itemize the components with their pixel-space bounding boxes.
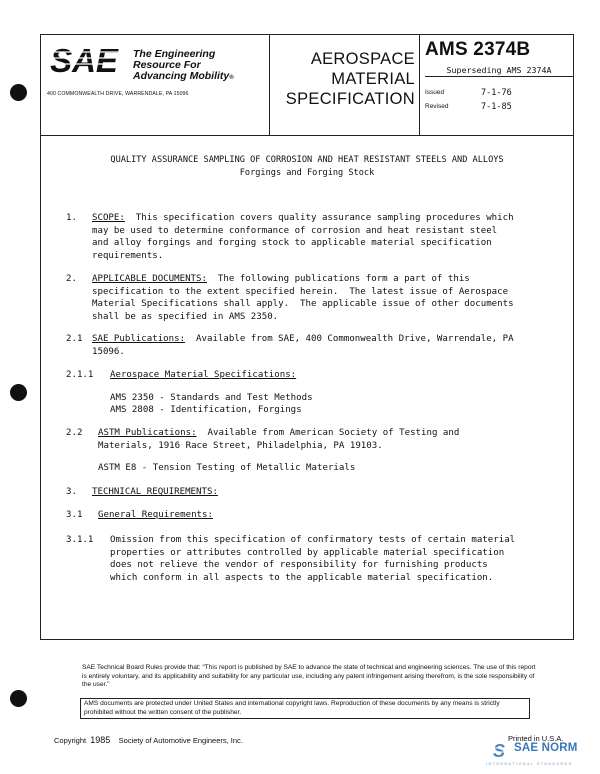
tagline-line: The Engineering [133,48,216,60]
copyright-protection-notice: AMS documents are protected under United States and international copyright laws. Reproduction of these documents by any means is strictly prohibited without the written consent of the publisher. [80,698,530,719]
section-number: 3.1 [66,510,83,520]
list-item: AMS 2350 - Standards and Test Methods [110,393,313,403]
spec-type-title [273,49,415,109]
section-scope [92,212,514,262]
title-line: QUALITY ASSURANCE SAMPLING OF CORROSION AND HEAT RESISTANT STEELS AND ALLOYS [110,155,504,165]
section-astm-publications [98,427,459,452]
spec-title-line: MATERIAL [331,70,415,88]
printed-in: Printed in U.S.A. [508,734,564,743]
copyright-line [54,735,243,745]
section-text: Omission from this specification of confirmatory tests of certain material properties or attributes controlled by applicable material specification does not relieve the vendor of responsibility for furnishing products which conform in all aspects to the applicable material specification. [110,535,516,583]
sae-address: 400 COMMONWEALTH DRIVE, WARRENDALE, PA 15096 [47,91,189,97]
issued-label: Issued [425,89,445,96]
spec-header [40,34,574,136]
punch-hole-bottom [10,690,27,707]
section-number: 3. [66,487,77,497]
svg-text:SAE: SAE [50,42,118,79]
subtitle-line: Forgings and Forging Stock [239,168,375,178]
section-text: This specification covers quality assurance sampling procedures which may be used to determine conformance of corrosion and heat resistant steel and alloy forgings and forging stock to applicable material specification requirements. [92,213,514,261]
section-heading: ASTM Publications: [98,428,197,438]
revised-date: 7-1-85 [481,102,512,112]
tagline-line: Resource For [133,59,201,71]
spec-title-line: SPECIFICATION [285,90,415,108]
list-item: AMS 2808 - Identification, Forgings [110,405,302,415]
section-heading: General Requirements: [98,510,213,520]
list-item: ASTM E8 - Tension Testing of Metallic Materials [98,463,356,473]
section-number: 1. [66,213,77,223]
issued-date: 7-1-76 [481,88,512,98]
watermark-text: SAE NORM [514,742,578,754]
tagline-line [133,71,234,84]
punch-hole-middle [10,384,27,401]
punch-hole-top [10,84,27,101]
revised-label: Revised [425,103,449,110]
section-applicable-documents [92,273,514,323]
watermark-subtext: INTERNATIONAL STANDARDS [486,762,573,766]
registered-mark: ® [229,75,234,81]
header-divider [419,35,420,135]
section-number: 2. [66,274,77,284]
section-number: 2.1 [66,334,83,344]
board-rules-note: SAE Technical Board Rules provide that: “This report is published by SAE to advance the state of technical and engineering sciences. The use of this report is entirely voluntary, and its applicability and suitability for any particular use, including any patent infringement arising therefrom, is the sole responsibility of the user.” [82,664,536,689]
section-text: Available from American Society of Testing and Materials, 1916 Race Street, Philadelphia, PA 19103. [98,428,460,451]
header-divider [269,35,270,135]
section-text: The following publications form a part of this specification to the extent specified herein. The latest issue of Aerospace Material Specifications shall apply. The applicable issue of other documents shall be as specified in AMS 2350. [92,274,514,322]
tagline-text: Advancing Mobility [133,70,230,82]
ams-number: AMS 2374B [425,39,531,60]
section-number: 2.2 [66,428,83,438]
watermark-logo-icon [486,740,512,760]
superseding-note: Superseding AMS 2374A [425,65,573,77]
spec-title-line: AEROSPACE [310,50,415,68]
svg-text:S: S [492,741,506,760]
sae-tagline [133,49,234,84]
copyright-label: Copyright [54,736,87,745]
section-sae-publications [92,333,514,358]
section-heading: APPLICABLE DOCUMENTS: [92,274,207,284]
section-number: 2.1.1 [66,370,94,380]
section-number: 3.1.1 [66,535,94,545]
section-heading: TECHNICAL REQUIREMENTS: [92,487,218,497]
section-text: Available from SAE, 400 Commonwealth Drive, Warrendale, PA 15096. [92,334,514,357]
document-title [42,154,572,180]
section-heading: SCOPE: [92,213,125,223]
section-heading: SAE Publications: [92,334,186,344]
publisher-name: Society of Automotive Engineers, Inc. [118,736,243,745]
sae-logo [47,41,121,79]
copyright-year: 1985 [90,735,111,745]
section-heading: Aerospace Material Specifications: [110,370,297,380]
